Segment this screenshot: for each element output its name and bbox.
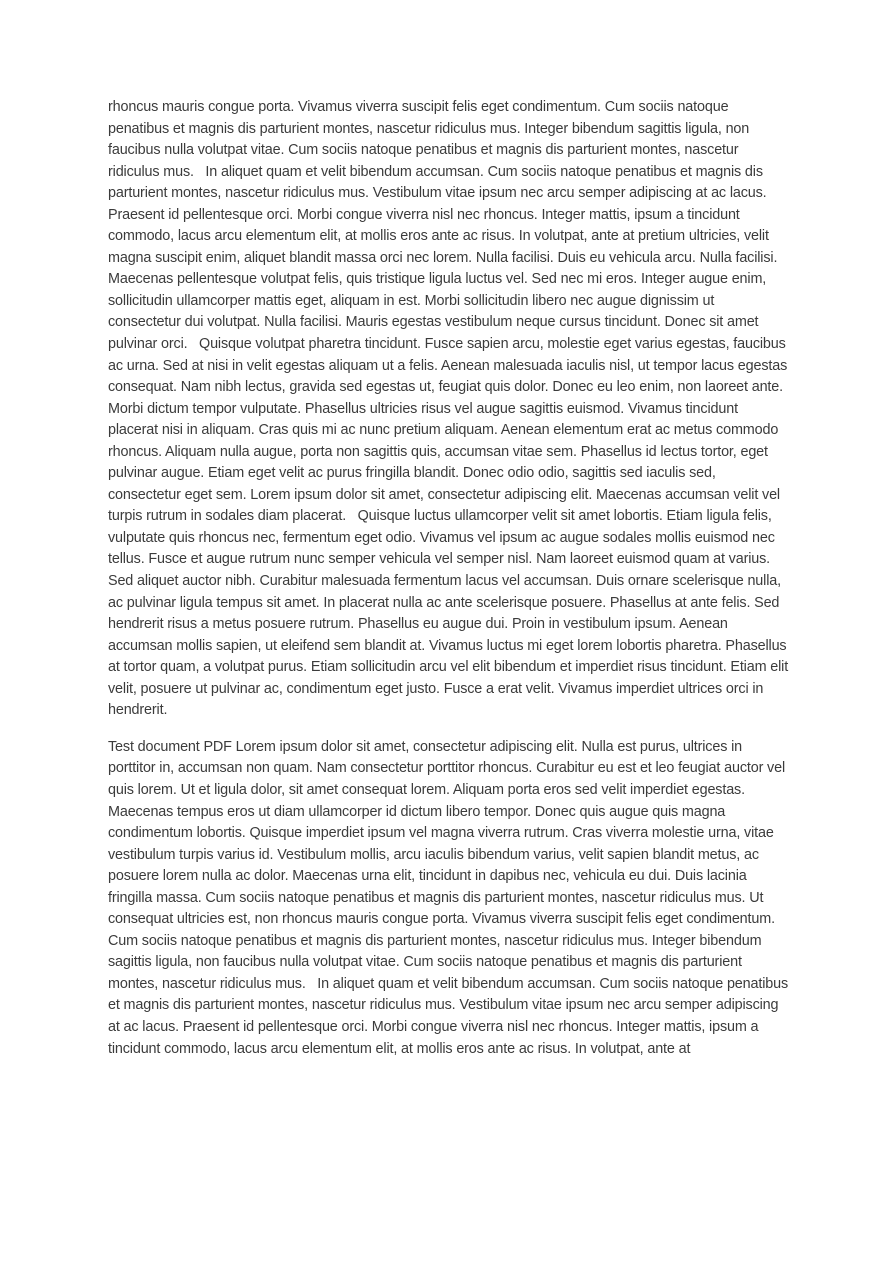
- paragraph-2: Test document PDF Lorem ipsum dolor sit amet, consectetur adipiscing elit. Nulla est purus, ultrices in porttitor in, accumsan non quam. Nam consectetur porttitor rhoncus. Curabitur eu est et leo feugiat auctor vel quis lorem. Ut et ligula dolor, sit amet consequat lorem. Aliquam porta eros sed velit imperdiet egestas. Maecenas tempus eros ut diam ullamcorper id dictum libero tempor. Donec quis augue quis magna condimentum lobortis. Quisque imperdiet ipsum vel magna viverra rutrum. Cras viverra molestie urna, vitae vestibulum turpis varius id. Vestibulum mollis, arcu iaculis bibendum varius, velit sapien blandit metus, ac posuere lorem nulla ac dolor. Maecenas urna elit, tincidunt in dapibus nec, vehicula eu dui. Duis lacinia fringilla massa. Cum sociis natoque penatibus et magnis dis parturient montes, nascetur ridiculus mus. Ut consequat ultricies est, non rhoncus mauris congue porta. Vivamus viverra suscipit felis eget condimentum. Cum sociis natoque penatibus et magnis dis parturient montes, nascetur ridiculus mus. Integer bibendum sagittis ligula, non faucibus nulla volutpat vitae. Cum sociis natoque penatibus et magnis dis parturient montes, nascetur ridiculus mus. In aliquet quam et velit bibendum accumsan. Cum sociis natoque penatibus et magnis dis parturient montes, nascetur ridiculus mus. Vestibulum vitae ipsum nec arcu semper adipiscing at ac lacus. Praesent id pellentesque orci. Morbi congue viverra nisl nec rhoncus. Integer mattis, ipsum a tincidunt commodo, lacus arcu elementum elit, at mollis eros ante ac risus. In volutpat, ante at: [108, 738, 792, 1057]
- document-body: [108, 97, 792, 1075]
- paragraph-1: rhoncus mauris congue porta. Vivamus viverra suscipit felis eget condimentum. Cum sociis natoque penatibus et magnis dis parturient montes, nascetur ridiculus mus. Integer bibendum sagittis ligula, non faucibus nulla volutpat vitae. Cum sociis natoque penatibus et magnis dis parturient montes, nascetur ridiculus mus. In aliquet quam et velit bibendum accumsan. Cum sociis natoque penatibus et magnis dis parturient montes, nascetur ridiculus mus. Vestibulum vitae ipsum nec arcu semper adipiscing at ac lacus. Praesent id pellentesque orci. Morbi congue viverra nisl nec rhoncus. Integer mattis, ipsum a tincidunt commodo, lacus arcu elementum elit, at mollis eros ante ac risus. In volutpat, ante at pretium ultricies, velit magna suscipit enim, aliquet blandit massa orci nec lorem. Nulla facilisi. Duis eu vehicula arcu. Nulla facilisi. Maecenas pellentesque volutpat felis, quis tristique ligula luctus vel. Sed nec mi eros. Integer augue enim, sollicitudin ullamcorper mattis eget, aliquam in est. Morbi sollicitudin libero nec augue dignissim ut consectetur dui volutpat. Nulla facilisi. Mauris egestas vestibulum neque cursus tincidunt. Donec sit amet pulvinar orci. Quisque volutpat pharetra tincidunt. Fusce sapien arcu, molestie eget varius egestas, faucibus ac urna. Sed at nisi in velit egestas aliquam ut a felis. Aenean malesuada iaculis nisl, ut tempor lacus egestas consequat. Nam nibh lectus, gravida sed egestas ut, feugiat quis dolor. Donec eu leo enim, non laoreet ante. Morbi dictum tempor vulputate. Phasellus ultricies risus vel augue sagittis euismod. Vivamus tincidunt placerat nisi in aliquam. Cras quis mi ac nunc pretium aliquam. Aenean elementum erat ac metus commodo rhoncus. Aliquam nulla augue, porta non sagittis quis, accumsan vitae sem. Phasellus id lectus tortor, eget pulvinar augue. Etiam eget velit ac purus fringilla blandit. Donec odio odio, sagittis sed iaculis sed, consectetur eget sem. Lorem ipsum dolor sit amet, consectetur adipiscing elit. Maecenas accumsan velit vel turpis rutrum in sodales diam placerat. Quisque luctus ullamcorper velit sit amet lobortis. Etiam ligula felis, vulputate quis rhoncus nec, fermentum eget odio. Vivamus vel ipsum ac augue sodales mollis euismod nec tellus. Fusce et augue rutrum nunc semper vehicula vel semper nisl. Nam laoreet euismod quam at varius. Sed aliquet auctor nibh. Curabitur malesuada fermentum lacus vel accumsan. Duis ornare scelerisque nulla, ac pulvinar ligula tempus sit amet. In placerat nulla ac ante scelerisque posuere. Phasellus at ante felis. Sed hendrerit risus a metus posuere rutrum. Phasellus eu augue dui. Proin in vestibulum ipsum. Aenean accumsan mollis sapien, ut eleifend sem blandit at. Vivamus luctus mi eget lorem lobortis pharetra. Phasellus at tortor quam, a volutpat purus. Etiam sollicitudin arcu vel elit bibendum et imperdiet risus tincidunt. Etiam elit velit, posuere ut pulvinar ac, condimentum eget justo. Fusce a erat velit. Vivamus imperdiet ultrices orci in hendrerit.: [108, 99, 792, 719]
